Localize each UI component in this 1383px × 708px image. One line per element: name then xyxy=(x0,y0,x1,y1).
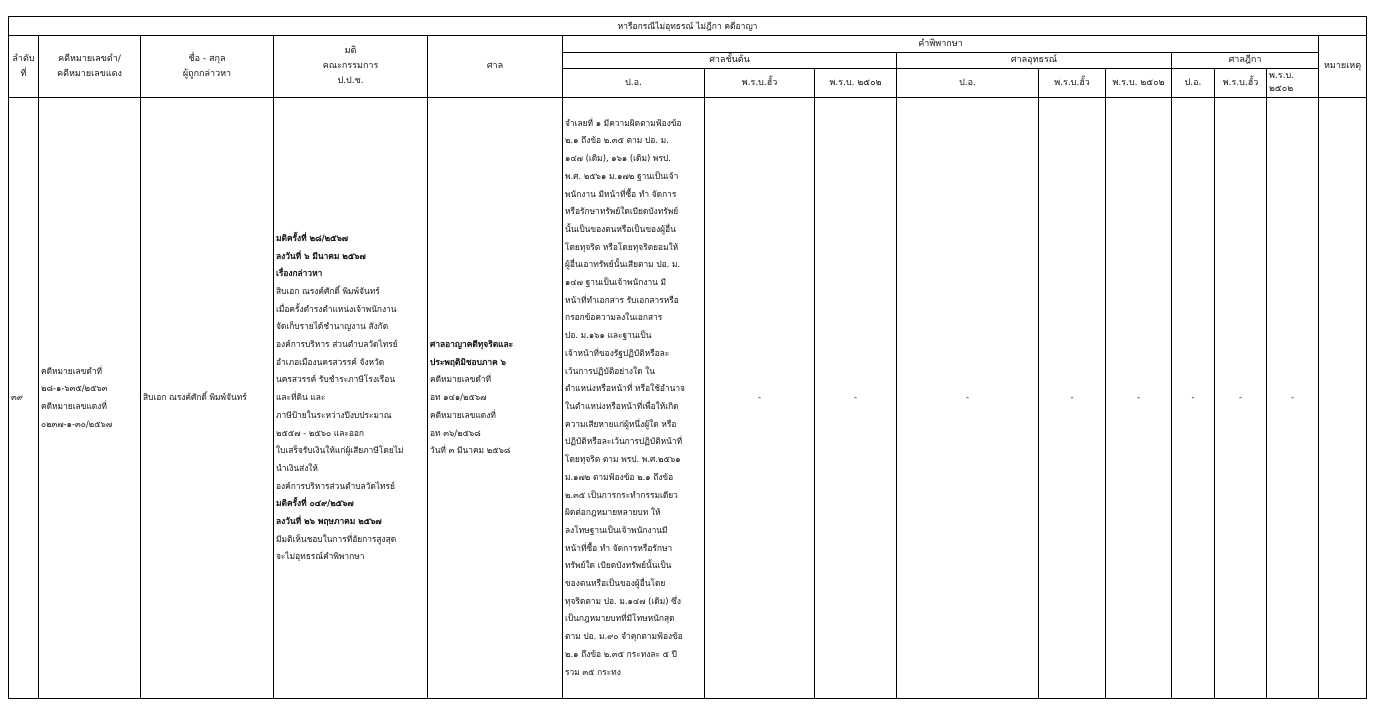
header-appeal-2502: พ.ร.บ. ๒๕๐๒ xyxy=(1106,69,1172,98)
cell-court xyxy=(428,98,563,699)
text-line: ๒๘-๑-๖๓๕/๒๕๖๓ xyxy=(41,383,108,394)
text-line: ทุจริตตาม ปอ. ม.๑๔๗ (เดิม) ซึ่ง xyxy=(565,595,681,606)
text-line: ตาม ปอ. ม.๙๐ จำคุกตามฟ้องข้อ xyxy=(565,631,683,642)
text-line: ๑๔๗ ฐานเป็นเจ้าพนักงาน มี xyxy=(565,277,667,288)
header-first-court: ศาลชั้นต้น xyxy=(563,53,897,69)
text-line: ๒๕๕๗ - ๒๕๖๐ และออก xyxy=(276,427,364,438)
sheet-title: หารือกรณีไม่อุทธรณ์ ไม่ฎีกา คดีอาญา xyxy=(9,17,1367,36)
text-line: ๒.๑ ถึงข้อ ๒.๓๕ ตาม ปอ. ม. xyxy=(565,135,669,146)
text-line: ผู้อื่นเอาทรัพย์นั้นเสียตาม ปอ. ม. xyxy=(565,259,681,270)
cell-appeal-2502: - xyxy=(1106,98,1172,699)
text-line: ใบเสร็จรับเงินให้แก่ผู้เสียภาษีโดยไม่ xyxy=(276,445,404,456)
text-line: ๑๔๗ (เดิม), ๑๖๑ (เดิม) พรป. xyxy=(565,153,671,164)
text-line: คดีหมายเลขแดงที่ xyxy=(430,409,496,420)
text-line: อำเภอเมืองนครสวรรค์ จังหวัด xyxy=(276,356,385,367)
text-line: ในตำแหน่งหรือหน้าที่เพื่อให้เกิด xyxy=(565,401,679,411)
cell-first-hua: - xyxy=(705,98,815,699)
text-line: ผิดต่อกฎหมายหลายบท ให้ xyxy=(565,507,661,518)
text-line: เมื่อครั้งดำรงตำแหน่งเจ้าพนักงาน xyxy=(276,303,397,314)
text-line: องค์การบริหาร ส่วนตำบลวัดไทรย์ xyxy=(276,339,398,350)
cell-appeal-hua: - xyxy=(1039,98,1106,699)
header-appeal-po: ป.อ. xyxy=(897,69,1039,98)
text-line: หน้าที่ซื้อ ทำ จัดการหรือรักษา xyxy=(565,542,673,553)
header-name: ชื่อ - สกุล ผู้ถูกกล่าวหา xyxy=(141,36,274,98)
header-supreme-court: ศาลฎีกา xyxy=(1172,53,1319,69)
text-line: ของตนหรือเป็นของผู้อื่นโดย xyxy=(565,578,666,589)
cell-supreme-hua: - xyxy=(1215,98,1267,699)
text-line: ประพฤติมิชอบภาค ๖ xyxy=(430,356,506,367)
cell-case-no xyxy=(39,98,141,699)
text-line: มีมติเห็นชอบในการที่อัยการสูงสุด xyxy=(276,533,397,544)
text-line: อท ๓๖/๒๕๖๘ xyxy=(430,427,481,438)
text-line: จัดเก็บรายได้ชำนาญงาน สังกัด xyxy=(276,321,389,332)
header-appeal-court: ศาลอุทธรณ์ xyxy=(897,53,1172,69)
cell-first-po xyxy=(563,98,705,699)
text-line: นั้นเป็นของตนหรือเป็นของผู้อื่น xyxy=(565,223,676,234)
text-line: ปฏิบัติหรือละเว้นการปฏิบัติหน้าที่ xyxy=(565,436,683,447)
text-line: เรื่องกล่าวหา xyxy=(276,268,323,279)
header-supreme-po: ป.อ. xyxy=(1172,69,1215,98)
text-line: ๐๒๓๗-๑-๓๐/๒๕๖๗ xyxy=(41,418,113,429)
text-line: ภาษีป้ายในระหว่างปีงบประมาณ xyxy=(276,409,392,420)
text-line: คดีหมายเลขดำที่ xyxy=(430,374,492,385)
text-line: โดยทุจริต ตาม พรป. พ.ศ.๒๕๖๑ xyxy=(565,454,681,465)
text-line: วันที่ ๓ มีนาคม ๒๕๖๘ xyxy=(430,445,511,456)
text-line: อท ๑๔๑/๒๕๖๗ xyxy=(430,392,487,403)
cell-no: ๓๙ xyxy=(9,98,39,699)
text-line: จะไม่อุทธรณ์คำพิพากษา xyxy=(276,551,365,562)
table-row xyxy=(9,98,1367,699)
text-line: ตำแหน่งหรือหน้าที่ หรือใช้อำนาจ xyxy=(565,383,685,394)
text-line: นำเงินส่งให้ xyxy=(276,462,318,473)
text-line: หน้าที่ทำเอกสาร รับเอกสารหรือ xyxy=(565,294,679,305)
text-line: และที่ดิน และ xyxy=(276,392,326,403)
text-line: รวม ๓๕ กระทง xyxy=(565,666,621,677)
text-line: สิบเอก ณรงค์ศักดิ์ พิมพ์จันทร์ xyxy=(276,285,380,296)
text-line: ม.๑๗๒ ตามฟ้องข้อ ๒.๑ ถึงข้อ xyxy=(565,471,674,482)
header-supreme-hua: พ.ร.บ.ฮั้ว xyxy=(1215,69,1267,98)
header-first-2502: พ.ร.บ. ๒๕๐๒ xyxy=(815,69,897,98)
cell-resolution xyxy=(274,98,428,699)
header-court: ศาล xyxy=(428,36,563,98)
text-line: นครสวรรค์ รับชำระภาษีโรงเรือน xyxy=(276,374,396,385)
text-line: ปอ. ม.๑๖๑ และฐานเป็น xyxy=(565,330,652,341)
text-line: ลงวันที่ ๖ มีนาคม ๒๕๖๗ xyxy=(276,250,366,261)
text-line: มติครั้งที่ ๐๔๙/๒๕๖๗ xyxy=(276,498,354,509)
header-first-po: ป.อ. xyxy=(563,69,705,98)
text-line: ลงวันที่ ๒๖ พฤษภาคม ๒๕๖๗ xyxy=(276,516,382,527)
text-line: ลงโทษฐานเป็นเจ้าพนักงานมี xyxy=(565,524,668,535)
cell-appeal-po: - xyxy=(897,98,1039,699)
judgment-table xyxy=(8,16,1367,699)
text-line: กรอกข้อความลงในเอกสาร xyxy=(565,312,663,323)
text-line: โดยทุจริต หรือโดยทุจริตยอมให้ xyxy=(565,241,679,252)
text-line: คดีหมายเลขแดงที่ xyxy=(41,401,107,411)
text-line: พ.ศ. ๒๕๖๑ ม.๑๗๒ ฐานเป็นเจ้า xyxy=(565,170,679,181)
header-case-no: คดีหมายเลขดำ/ คดีหมายเลขแดง xyxy=(39,36,141,98)
text-line: จำเลยที่ ๑ มีความผิดตามฟ้องข้อ xyxy=(565,117,682,128)
header-remark: หมายเหตุ xyxy=(1319,36,1367,98)
header-no: ลำดับ ที่ xyxy=(9,36,39,98)
header-resolution: มติ คณะกรรมการ ป.ป.ช. xyxy=(274,36,428,98)
text-line: มติครั้งที่ ๒๘/๒๕๖๗ xyxy=(276,232,349,243)
cell-supreme-2502: - xyxy=(1267,98,1319,699)
text-line: ทรัพย์ใด เบียดบังทรัพย์นั้นเป็น xyxy=(565,560,672,571)
text-line: องค์การบริหารส่วนตำบลวัดไทรย์ xyxy=(276,480,395,491)
header-supreme-2502: พ.ร.บ. ๒๕๐๒ xyxy=(1267,69,1319,98)
text-line: เว้นการปฏิบัติอย่างใด ใน xyxy=(565,365,655,376)
text-line: คดีหมายเลขดำที่ xyxy=(41,365,103,376)
cell-first-2502: - xyxy=(815,98,897,699)
text-line: ความเสียหายแก่ผู้หนึ่งผู้ใด หรือ xyxy=(565,418,677,429)
text-line: ๒.๑ ถึงข้อ ๒.๓๕ กระทงละ ๕ ปี xyxy=(565,648,677,659)
text-line: ศาลอาญาคดีทุจริตและ xyxy=(430,339,514,350)
text-line: พนักงาน มีหน้าที่ซื้อ ทำ จัดการ xyxy=(565,188,677,199)
text-line: เป็นกฎหมายบทที่มีโทษหนักสุด xyxy=(565,613,675,624)
text-line: หรือรักษาทรัพย์ใดเบียดบังทรัพย์ xyxy=(565,206,679,217)
text-line: ๒.๓๕ เป็นการกระทำกรรมเดียว xyxy=(565,489,678,500)
cell-supreme-po: - xyxy=(1172,98,1215,699)
header-judgment: คำพิพากษา xyxy=(563,36,1319,53)
text-line: เจ้าหน้าที่ของรัฐปฏิบัติหรือละ xyxy=(565,347,670,358)
cell-remark xyxy=(1319,98,1367,699)
header-first-hua: พ.ร.บ.ฮั้ว xyxy=(705,69,815,98)
cell-name: สิบเอก ณรงค์ศักดิ์ พิมพ์จันทร์ xyxy=(141,98,274,699)
header-appeal-hua: พ.ร.บ.ฮั้ว xyxy=(1039,69,1106,98)
